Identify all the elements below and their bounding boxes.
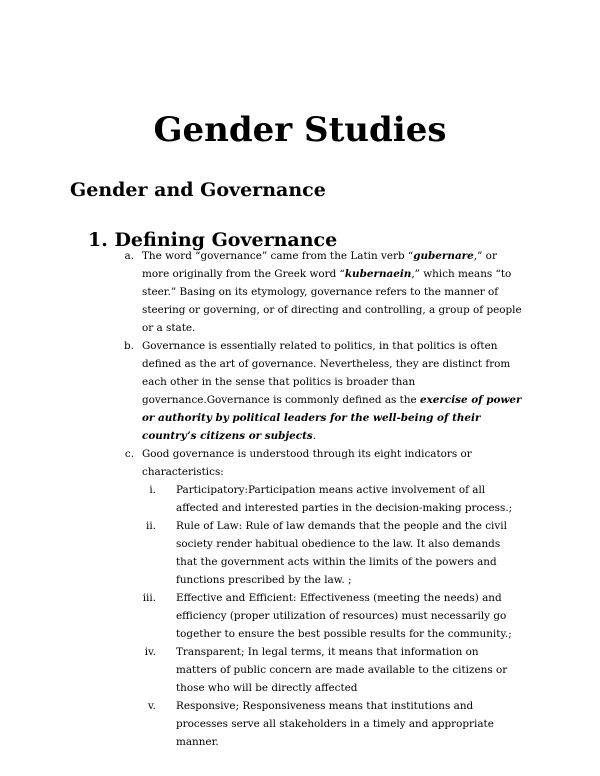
list-marker: a. bbox=[124, 250, 134, 262]
item-text: Effective and Efficient: Effectiveness (meeting the needs) and efficiency (proper utilization of resources) must necessarily go together to ensure the best possible results for the community.; bbox=[176, 592, 512, 640]
list-item bbox=[124, 337, 522, 445]
list-item bbox=[142, 589, 522, 643]
list-marker: iv. bbox=[144, 646, 156, 658]
emphasis-term: kubernaein bbox=[344, 268, 412, 280]
list-marker: v. bbox=[148, 700, 156, 712]
emphasis-term: gubernare bbox=[413, 250, 474, 262]
item-text: Good governance is understood through its eight indicators or characteristics: bbox=[142, 448, 472, 478]
document-title: Gender Studies bbox=[153, 110, 447, 150]
list-marker: iii. bbox=[142, 592, 156, 604]
list-marker: ii. bbox=[146, 520, 156, 532]
item-text: Governance is essentially related to politics, in that politics is often defined as the art of governance. Nevertheless, they are distinct from each other in the sense that politics is broader than governance.Governance is commonly defined as the exercise of power or authority by political leaders for the well-being of their country’s citizens or subjects. bbox=[142, 340, 522, 442]
list-item bbox=[124, 247, 522, 337]
subsection-heading: 1. Defining Governance bbox=[88, 229, 338, 251]
list-item bbox=[124, 445, 522, 751]
list-marker: b. bbox=[124, 340, 134, 352]
list-item bbox=[148, 697, 522, 751]
characteristics-list bbox=[142, 481, 522, 751]
item-text: Responsive; Responsiveness means that institutions and processes serve all stakeholders in a timely and appropriate manner. bbox=[176, 700, 494, 748]
list-item bbox=[144, 643, 522, 697]
definition-list bbox=[124, 247, 522, 751]
list-item bbox=[149, 481, 522, 517]
list-marker: c. bbox=[124, 448, 134, 460]
list-marker: i. bbox=[149, 484, 156, 496]
item-text: Participatory:Participation means active involvement of all affected and interested parties in the decision-making process.; bbox=[176, 484, 513, 514]
item-text: Rule of Law: Rule of law demands that the people and the civil society render habitual obedience to the law. It also demands that the government acts within the limits of the powers and functions prescribed by the law. ; bbox=[176, 520, 507, 586]
emphasis-definition: exercise of power or authority by political leaders for the well-being of their country’s citizens or subjects bbox=[142, 394, 522, 442]
item-text: The word “governance” came from the Latin verb “gubernare,” or more originally from the Greek word “kubernaein,” which means “to steer.” Basing on its etymology, governance refers to the manner of steering or governing, or of directing and controlling, a group of people or a state. bbox=[142, 250, 522, 334]
list-item bbox=[146, 517, 522, 589]
section-heading: Gender and Governance bbox=[70, 179, 326, 201]
item-text: Transparent; In legal terms, it means that information on matters of public concern are made available to the citizens or those who will be directly affected bbox=[176, 646, 508, 694]
